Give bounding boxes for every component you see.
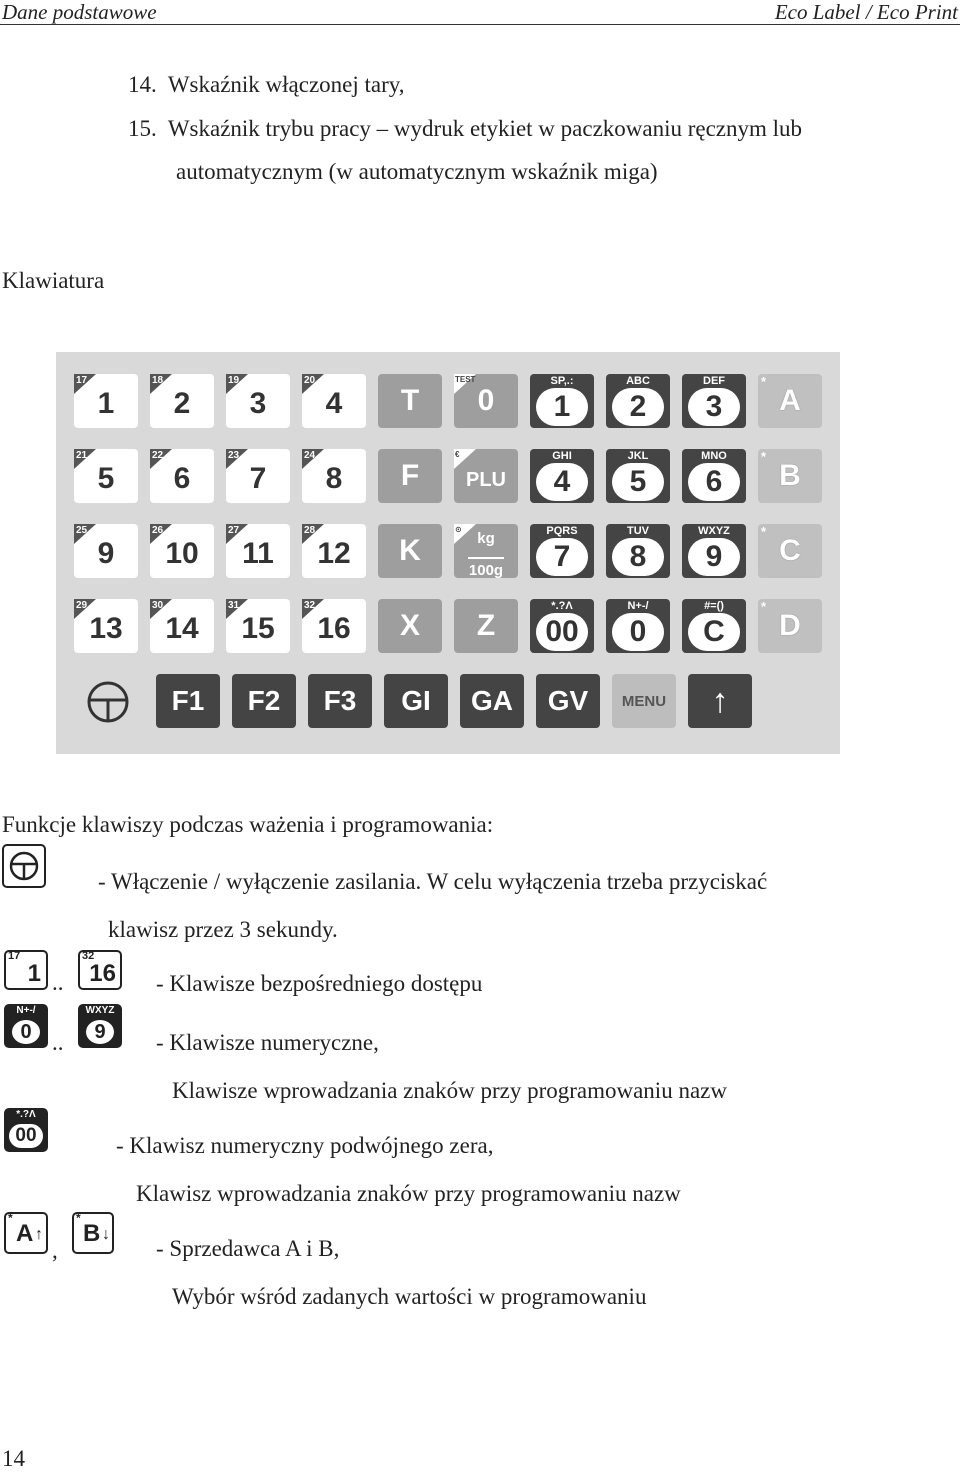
numeric-desc-1: - Klawisze numeryczne, [156, 1030, 379, 1055]
key-label: K [399, 534, 421, 567]
key-letters: *.?Λ [551, 600, 573, 612]
key-label: 11 [242, 537, 274, 570]
plu-key [226, 449, 290, 503]
plu-key [150, 524, 214, 578]
key-corner-number: 17 [8, 950, 21, 962]
seller-desc-1: - Sprzedawca A i B, [156, 1236, 340, 1261]
direct-key-1-icon [4, 950, 48, 990]
key-corner-number: 32 [82, 950, 95, 962]
key-label: 0 [629, 615, 647, 648]
direct-key-16-icon [78, 950, 122, 990]
range-separator: .. [52, 1030, 64, 1055]
key-circle [612, 388, 664, 426]
numeric-key [606, 599, 670, 653]
asterisk-icon: * [761, 374, 767, 389]
key-circle [612, 613, 664, 651]
key-circle [536, 613, 588, 651]
key-letters: PQRS [546, 525, 578, 537]
numeric-key [530, 449, 594, 503]
key-letters: MNO [701, 450, 727, 462]
key-label: 8 [629, 540, 647, 573]
power-desc-2: klawisz przez 3 sekundy. [108, 917, 338, 942]
corner-number: 21 [76, 450, 88, 461]
key-label: 0 [477, 384, 495, 417]
plu-key [74, 374, 138, 428]
key-label: 6 [705, 465, 723, 498]
numeric-key [682, 374, 746, 428]
key-label: 6 [173, 462, 191, 495]
corner-number: 29 [76, 600, 88, 611]
function-key [378, 599, 442, 653]
power-desc-1: - Włączenie / wyłączenie zasilania. W celu wyłączenia trzeba przyciskać [98, 869, 768, 894]
key-letters: N+-/ [16, 1005, 36, 1016]
key-circle [536, 388, 588, 426]
bottom-key [232, 674, 296, 728]
key-label: GA [471, 685, 513, 716]
seller-desc-2: Wybór wśród zadanych wartości w programowaniu [172, 1284, 647, 1309]
numeric-key [682, 524, 746, 578]
arrow-down-icon: ↓ [102, 1226, 110, 1243]
power-key-icon [2, 844, 46, 888]
list-text: Wskaźnik włączonej tary, [167, 72, 405, 97]
key-label: B [779, 459, 801, 492]
key-letters: GHI [552, 450, 572, 462]
corner-symbol: TEST [455, 375, 476, 384]
key-label: F1 [171, 685, 205, 716]
corner-number: 26 [152, 525, 164, 536]
corner-number: 27 [228, 525, 240, 536]
key-label: kg 100g [468, 530, 504, 579]
key-label: 10 [165, 537, 199, 570]
corner-number: 22 [152, 450, 164, 461]
key-label: 5 [97, 462, 115, 495]
plu-key [226, 374, 290, 428]
bottom-key [308, 674, 372, 728]
plu-key [74, 524, 138, 578]
key-circle [536, 538, 588, 576]
key-circle [612, 463, 664, 501]
corner-symbol: € [455, 450, 460, 459]
key-label: 9 [97, 537, 115, 570]
key-label: C [779, 534, 801, 567]
list-number: 15. [128, 116, 157, 141]
key-label: D [779, 609, 801, 642]
bottom-key [384, 674, 448, 728]
key-label: PLU [466, 468, 506, 491]
asterisk-icon: * [761, 449, 767, 464]
page-number: 14 [2, 1446, 25, 1471]
arrow-up-icon: ↑ [711, 681, 729, 720]
key-label: 8 [325, 462, 343, 495]
direct-desc: - Klawisze bezpośredniego dostępu [156, 971, 483, 996]
function-key [454, 374, 518, 428]
corner-number: 24 [304, 450, 316, 461]
corner-number: 31 [228, 600, 240, 611]
key-label: 7 [249, 462, 267, 495]
numeric-desc-2: Klawisze wprowadzania znaków przy programowaniu nazw [172, 1078, 727, 1103]
key-letters: ABC [626, 375, 650, 387]
key-label: 1 [553, 390, 571, 423]
key-label: 5 [629, 465, 647, 498]
key-label: GV [547, 685, 589, 716]
bottom-key [156, 674, 220, 728]
corner-number: 20 [304, 375, 316, 386]
key-label: 15 [241, 612, 275, 645]
header-left: Dane podstawowe [2, 0, 157, 24]
key-label: Z [476, 609, 496, 642]
numeric-key [606, 449, 670, 503]
functions-title: Funkcje klawiszy podczas ważenia i programowania: [2, 812, 494, 837]
plu-key [150, 374, 214, 428]
numeric-key-0-icon [4, 1004, 48, 1048]
header-right: Eco Label / Eco Print [774, 0, 958, 24]
key-label: A [779, 384, 801, 417]
function-key [454, 599, 518, 653]
function-key [378, 374, 442, 428]
key-label: 3 [705, 390, 723, 423]
key-label: F3 [323, 685, 357, 716]
key-label: GI [401, 685, 431, 716]
key-circle [688, 463, 740, 501]
corner-number: 32 [304, 600, 316, 611]
key-value: 16 [89, 960, 116, 987]
numeric-key [530, 599, 594, 653]
seller-key [758, 449, 822, 503]
numeric-key [530, 374, 594, 428]
plu-key [150, 449, 214, 503]
section-title: Klawiatura [2, 268, 105, 293]
seller-b-key-icon [72, 1212, 114, 1254]
key-circle [612, 538, 664, 576]
plu-key [74, 599, 138, 653]
plu-key [302, 374, 366, 428]
arrow-up-icon: ↑ [35, 1226, 43, 1243]
asterisk-icon: * [761, 599, 767, 614]
bottom-key [460, 674, 524, 728]
key-label: F2 [247, 685, 281, 716]
list-item-14 [128, 72, 405, 98]
plu-key [226, 524, 290, 578]
asterisk-icon: * [761, 524, 767, 539]
corner-symbol: ⊙ [455, 525, 462, 534]
key-letters: TUV [627, 525, 649, 537]
key-label: MENU [621, 692, 667, 710]
function-key [454, 524, 518, 578]
plu-key [74, 449, 138, 503]
key-label: F [400, 459, 420, 492]
seller-a-key-icon [4, 1212, 48, 1254]
key-label: T [400, 384, 420, 417]
numeric-key [530, 524, 594, 578]
corner-number: 19 [228, 375, 240, 386]
plu-key [302, 449, 366, 503]
up-arrow-key [688, 674, 752, 728]
key-label: 2 [173, 387, 191, 420]
key-letters: SP,.: [550, 375, 574, 387]
key-value: A [16, 1220, 34, 1247]
function-key [454, 449, 518, 503]
key-label: X [399, 609, 420, 642]
key-letters: DEF [703, 375, 725, 387]
key-letters: N+-/ [627, 600, 649, 612]
list-item-15 [128, 116, 802, 142]
bottom-key [612, 674, 676, 728]
key-letters: *.?Λ [16, 1109, 36, 1120]
key-value: B [83, 1220, 101, 1247]
corner-number: 30 [152, 600, 164, 611]
double-zero-desc-1: - Klawisz numeryczny podwójnego zera, [116, 1133, 494, 1158]
power-key [86, 680, 130, 724]
asterisk-icon: * [8, 1211, 13, 1225]
key-label: 16 [317, 612, 351, 645]
key-label: 3 [249, 387, 267, 420]
numeric-key [606, 374, 670, 428]
seller-key [758, 599, 822, 653]
numeric-key-9-icon [78, 1004, 122, 1048]
function-key [378, 449, 442, 503]
list-text: Wskaźnik trybu pracy – wydruk etykiet w paczkowaniu ręcznym lub [167, 116, 803, 141]
double-zero-key-icon [4, 1108, 48, 1152]
corner-number: 25 [76, 525, 88, 536]
key-letters: WXYZ [85, 1005, 115, 1016]
key-circle [536, 463, 588, 501]
seller-key [758, 524, 822, 578]
corner-number: 18 [152, 375, 164, 386]
key-label: 7 [553, 540, 571, 573]
key-label: 13 [89, 612, 123, 645]
key-circle [688, 388, 740, 426]
key-value: 0 [12, 1020, 40, 1044]
key-label: 2 [629, 390, 647, 423]
key-letters: JKL [627, 450, 649, 462]
page-header [0, 0, 960, 25]
key-value: 9 [86, 1020, 114, 1044]
pair-separator: , [52, 1238, 58, 1263]
bottom-key [536, 674, 600, 728]
list-item-15-cont: automatycznym (w automatycznym wskaźnik miga) [176, 159, 658, 184]
plu-key [226, 599, 290, 653]
key-letters: WXYZ [698, 525, 730, 537]
plu-key [302, 524, 366, 578]
key-label: 12 [317, 537, 351, 570]
plu-key [302, 599, 366, 653]
key-circle [688, 613, 740, 651]
keyboard-image [56, 352, 840, 754]
list-number: 14. [128, 72, 157, 97]
numeric-key [606, 524, 670, 578]
corner-number: 23 [228, 450, 240, 461]
key-label: 14 [165, 612, 199, 645]
corner-number: 28 [304, 525, 316, 536]
asterisk-icon: * [76, 1211, 81, 1225]
key-letters: #=() [704, 600, 724, 612]
numeric-key [682, 599, 746, 653]
key-label: 4 [553, 465, 571, 498]
numeric-key [682, 449, 746, 503]
key-label: 9 [705, 540, 723, 573]
key-value: 00 [9, 1124, 43, 1148]
key-label: 4 [325, 387, 343, 420]
key-value: 1 [27, 960, 41, 987]
range-separator: .. [52, 970, 64, 995]
corner-number: 17 [76, 375, 88, 386]
key-label: C [703, 615, 725, 648]
seller-key [758, 374, 822, 428]
function-key [378, 524, 442, 578]
key-label: 00 [545, 615, 579, 648]
key-circle [688, 538, 740, 576]
double-zero-desc-2: Klawisz wprowadzania znaków przy programowaniu nazw [136, 1181, 681, 1206]
key-label: 1 [97, 387, 115, 420]
plu-key [150, 599, 214, 653]
